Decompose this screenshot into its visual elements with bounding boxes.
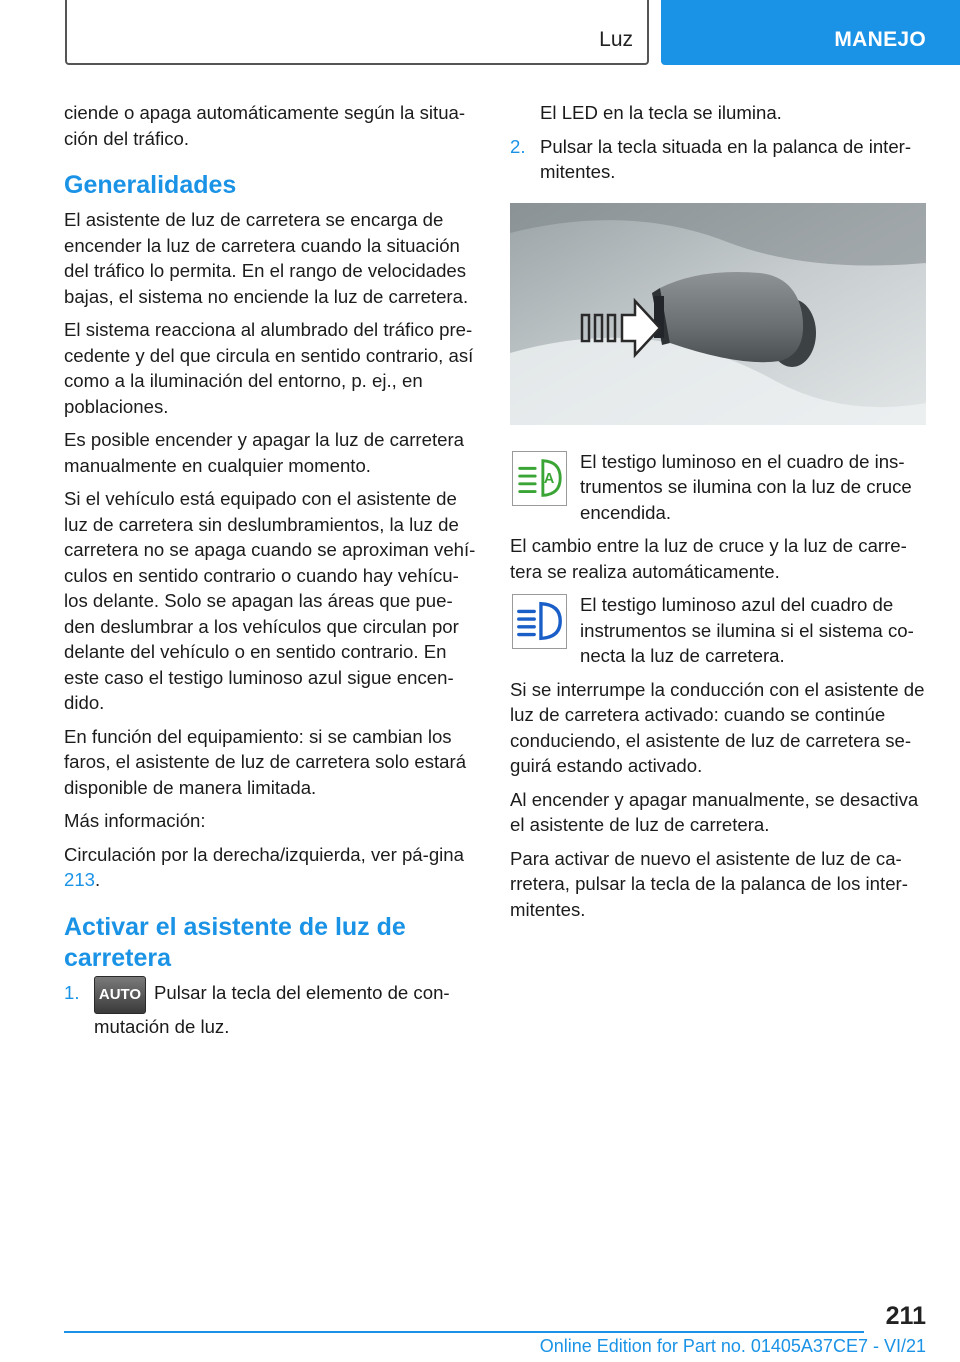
indicator-1	[510, 449, 926, 526]
paragraph: El cambio entre la luz de cruce y la luz de carre-tera se realiza automáticamente.	[510, 535, 907, 582]
cross-reference-end: .	[95, 869, 101, 890]
indicator-2	[510, 592, 926, 669]
heading-activar: Activar el asistente de luz de carretera	[64, 912, 406, 972]
step-1-continuation: El LED en la tecla se ilumina.	[540, 102, 782, 123]
cross-reference	[64, 842, 480, 893]
header-section-box	[65, 0, 649, 65]
header-chapter-box	[661, 0, 960, 65]
header-section-title: Luz	[599, 28, 633, 51]
step-text: Pulsar la tecla del elemento de con-mutación de luz.	[94, 981, 450, 1037]
high-beam-assistant-green-icon	[512, 451, 567, 506]
intro-paragraph: ciende o apaga automáticamente según la situa-ción del tráfico.	[64, 102, 466, 149]
page-number: 211	[885, 1302, 926, 1330]
paragraph: Es posible encender y apagar la luz de carretera manualmente en cualquier momento.	[64, 429, 465, 476]
paragraph: El sistema reacciona al alumbrado del tráfico pre-cedente y del que circula en sentido contrario, así como a la iluminación del entorno, p. ej., en poblaciones.	[64, 319, 474, 417]
indicator-2-text: El testigo luminoso azul del cuadro de instrumentos se ilumina si el sistema co-necta la luz de carretera.	[580, 594, 914, 666]
auto-button-icon: AUTO	[94, 976, 146, 1014]
cross-reference-text: Circulación por la derecha/izquierda, ver pá-gina	[64, 843, 464, 865]
paragraph: Más información:	[64, 810, 206, 831]
step-number: 2.	[510, 135, 526, 157]
high-beam-blue-icon	[512, 594, 567, 649]
left-column	[64, 100, 480, 1047]
paragraph: Para activar de nuevo el asistente de luz de ca-rretera, pulsar la tecla de la palanca de los inter-mitentes.	[510, 847, 908, 920]
footer-edition: Online Edition for Part no. 01405A37CE7 - VI/21	[539, 1336, 926, 1356]
turn-signal-lever-photo	[510, 203, 926, 425]
footer-divider	[64, 1331, 864, 1333]
paragraph: El asistente de luz de carretera se encarga de encender la luz de carretera cuando la situación del tráfico lo permita. En el rango de velocidades bajas, el sistema no enciende la luz de carretera.	[64, 209, 469, 307]
header-chapter-title: MANEJO	[834, 28, 926, 51]
step-number: 1.	[64, 981, 80, 1003]
svg-text:A: A	[543, 470, 555, 487]
paragraph: Si se interrumpe la conducción con el asistente de luz de carretera activado: cuando se continúe conduciendo, el asistente de luz de carretera se-guirá estando activado.	[510, 678, 925, 776]
right-column	[510, 100, 926, 930]
paragraph: En función del equipamiento: si se cambian los faros, el asistente de luz de carretera solo estará disponible de manera limitada.	[64, 725, 467, 798]
step-text: Pulsar la tecla situada en la palanca de inter-mitentes.	[540, 135, 912, 182]
page-link[interactable]: 213	[64, 869, 96, 890]
step-2	[510, 134, 926, 185]
paragraph: Al encender y apagar manualmente, se desactiva el asistente de luz de carretera.	[510, 788, 919, 835]
indicator-1-text: El testigo luminoso en el cuadro de ins-trumentos se ilumina con la luz de cruce encendida.	[580, 450, 912, 523]
step-1	[64, 980, 480, 1040]
paragraph: Si el vehículo está equipado con el asistente de luz de carretera sin deslumbramientos, la luz de carretera no se apaga cuando se aproximan vehí-culos en sentido contrario o cuando hay vehícu-los delante. Solo se apagan las áreas que pue-den deslumbrar a los vehículos que circulan por delante del vehículo o en sentido contrario. En este caso el testigo luminoso azul sigue encen-dido.	[64, 488, 476, 713]
heading-generalidades: Generalidades	[64, 171, 237, 199]
